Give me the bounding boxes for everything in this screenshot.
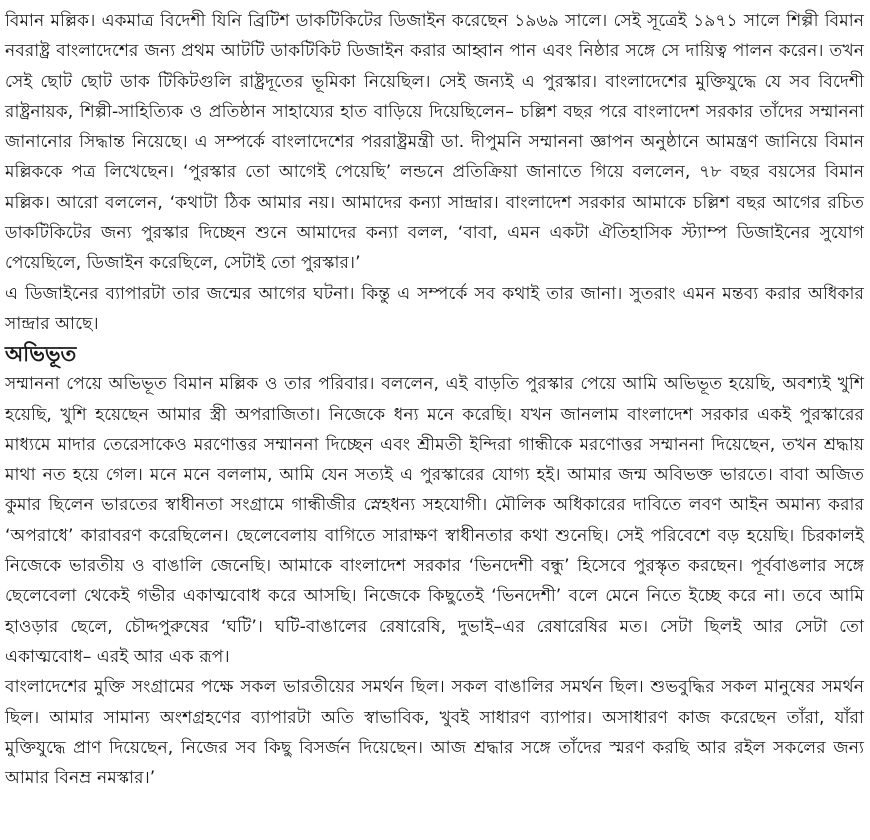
paragraph-intro: বিমান মল্লিক। একমাত্র বিদেশী যিনি ব্রিটিশ ডাকটিকিটের ডিজাইন করেছেন ১৯৬৯ সালে। সেই সূত্রেই ১৯৭১ সালে শিল্পী বিমান নবরাষ্ট্র বাংলাদেশের জন্য প্রথম আটটি ডাকটিকিট ডিজাইন করার আহ্বান পান এবং নিষ্ঠার সঙ্গে সে দায়িত্ব পালন করেন। তখন সেই ছোট ছোট ডাক টিকিটগুলি রাষ্ট্রদূতের ভূমিকা নিয়েছিল। সেই জন্যই এ পুরস্কার। বাংলাদেশের মুক্তিযুদ্ধে যে সব বিদেশী রাষ্ট্রনায়ক, শিল্পী-সাহিত্যিক ও প্রতিষ্ঠান সাহায্যের হাত বাড়িয়ে দিয়েছিলেন– চল্লিশ বছর পরে বাংলাদেশ সরকার তাঁদের সম্মাননা জানানোর সিদ্ধান্ত নিয়েছে। এ সম্পর্কে বাংলাদেশের পররাষ্ট্রমন্ত্রী ডা. দীপুমনি সম্মাননা জ্ঞাপন অনুষ্ঠানে আমন্ত্রণ জানিয়ে বিমান মল্লিককে পত্র লিখেছেন। ‘পুরস্কার তো আগেই পেয়েছি’ লন্ডনে প্রতিক্রিয়া জানাতে গিয়ে বললেন, ৭৮ বছর বয়সের বিমান মল্লিক। আরো বললেন, ‘কথাটা ঠিক আমার নয়। আমাদের কন্যা সান্দ্রার। বাংলাদেশ সরকার আমাকে চল্লিশ বছর আগের রচিত ডাকটিকিটের জন্য পুরস্কার দিচ্ছেন শুনে আমাদের কন্যা বলল, ‘বাবা, এমন একটা ঐতিহাসিক স্ট্যাম্প ডিজাইনের সুযোগ পেয়েছিলে, ডিজাইন করেছিলে, সেটাই তো পুরস্কার।’ (5, 11, 864, 274)
section-heading: অভিভূত (5, 342, 77, 367)
paragraph-support: বাংলাদেশের মুক্তি সংগ্রামের পক্ষে সকল ভারতীয়ের সমর্থন ছিল। সকল বাঙালির সমর্থন ছিল। শুভবুদ্ধির সকল মানুষের সমর্থন ছিল। আমার সামান্য অংশগ্রহণের ব্যাপারটা অতি স্বাভাবিক, খুবই সাধারণ ব্যাপার। অসাধারণ কাজ করেছেন তাঁরা, যাঁরা মুক্তিযুদ্ধে প্রাণ দিয়েছেন, নিজের সব কিছু বিসর্জন দিয়েছেন। আজ শ্রদ্ধার সঙ্গে তাঁদের স্মরণ করছি আর রইল সকলের জন্য আমার বিনম্র নমস্কার।’ (5, 677, 864, 789)
paragraph-overwhelmed: সম্মাননা পেয়ে অভিভূত বিমান মল্লিক ও তার পরিবার। বললেন, এই বাড়তি পুরস্কার পেয়ে আমি অভিভূত হয়েছি, অবশ্যই খুশি হয়েছি, খুশি হয়েছেন আমার স্ত্রী অপরাজিতা। নিজেকে ধন্য মনে করেছি। যখন জানলাম বাংলাদেশ সরকার একই পুরস্কারের মাধ্যমে মাদার তেরেসাকেও মরণোত্তর সম্মাননা দিচ্ছেন এবং শ্রীমতী ইন্দিরা গান্ধীকে মরণোত্তর সম্মাননা দিয়েছেন, তখন শ্রদ্ধায় মাথা নত হয়ে গেল। মনে মনে বললাম, আমি যেন সত্যই এ পুরস্কারের যোগ্য হই। আমার জন্ম অবিভক্ত ভারতে। বাবা অজিত কুমার ছিলেন ভারতের স্বাধীনতা সংগ্রামে গান্ধীজীর স্নেহধন্য সহযোগী। মৌলিক অধিকারের দাবিতে লবণ আইন অমান্য করার ‘অপরাধে’ কারাবরণ করেছিলেন। ছেলেবেলায় বাগিতে সারাক্ষণ স্বাধীনতার কথা শুনেছি। সেই পরিবেশে বড় হয়েছি। চিরকালই নিজেকে ভারতীয় ও বাঙালি জেনেছি। আমাকে বাংলাদেশ সরকার ‘ভিনদেশী বন্ধু’ হিসেবে পুরস্কৃত করছেন। পূর্ববাঙলার সঙ্গে ছেলেবেলা থেকেই গভীর একাত্মবোধ করে আসছি। নিজেকে কিছুতেই ‘ভিনদেশী’ বলে মেনে নিতে ইচ্ছে করে না। তবে আমি হাওড়ার ছেলে, চৌদ্দপুরুষের ‘ঘটি’। ঘটি-বাঙালের রেষারেষি, দুভাই–এর রেষারেষির মত। সেটা ছিলই আর সেটা তো একাত্মবোধ– এরই আর এক রূপ। (5, 374, 864, 667)
paragraph-design-note: এ ডিজাইনের ব্যাপারটা তার জন্মের আগের ঘটনা। কিন্তু এ সম্পর্কে সব কথাই তার জানা। সুতরাং এমন মন্তব্য করার অধিকার সান্দ্রার আছে। (5, 283, 864, 334)
